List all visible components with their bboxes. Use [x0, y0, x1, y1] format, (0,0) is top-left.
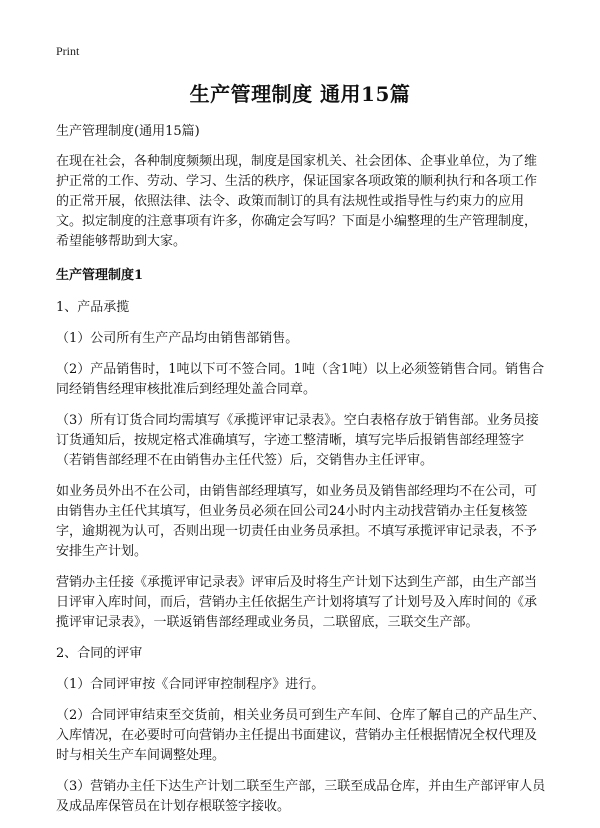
print-label[interactable]: Print — [56, 44, 80, 58]
document-subtitle: 生产管理制度(通用15篇) — [56, 124, 200, 139]
paragraph-3: （3）所有订货合同均需填写《承揽评审记录表》。空白表格存放于销售部。业务员接订货通知后，按规定格式准确填写，字迹工整清晰，填写完毕后报销售部经理签字（若销售部经理不在由销售办主任代签）后，交销售办主任评审。 — [56, 413, 539, 468]
section-heading: 生产管理制度1 — [56, 268, 144, 283]
paragraph-8: （3）营销办主任下达生产计划二联至生产部，三联至成品仓库，并由生产部评审人员及成品库保管员在计划存根联签字接收。 — [56, 779, 546, 814]
paragraph-5: 营销办主任接《承揽评审记录表》评审后及时将生产计划下达到生产部，由生产部当日评审入库时间，而后，营销办主任依据生产计划将填写了计划号及入库时间的《承揽评审记录表》，一联返销售部经理或业务员，二联留底，三联交生产部。 — [56, 575, 538, 630]
section-title-contract-review: 2、合同的评审 — [56, 646, 143, 661]
document-body — [56, 122, 548, 828]
paragraph-6: （1）合同评审按《合同评审控制程序》进行。 — [56, 677, 325, 692]
paragraph-7: （2）合同评审结束至交货前，相关业务员可到生产车间、仓库了解自己的产品生产、入库情况，在必要时可向营销办主任提出书面建议，营销办主任根据情况全权代理及时与相关生产车间调整处理。 — [56, 708, 546, 763]
section-title-product-contract: 1、产品承揽 — [56, 300, 130, 315]
page-title: 生产管理制度 通用15篇 — [189, 82, 411, 106]
paragraph-2: （2）产品销售时，1吨以下可不签合同。1吨（含1吨）以上必须签销售合同。销售合同经销售经理审核批准后到经理处盖合同章。 — [56, 362, 545, 397]
paragraph-1: （1）公司所有生产产品均由销售部销售。 — [56, 331, 299, 346]
intro-paragraph: 在现在社会，各种制度频频出现，制度是国家机关、社会团体、企事业单位，为了维护正常的工作、劳动、学习、生活的秩序，保证国家各项政策的顺利执行和各项工作的正常开展，依照法律、法令、政策而制订的具有法规性或指导性与约束力的应用文。拟定制度的注意事项有许多，你确定会写吗？下面是小编整理的生产管理制度，希望能够帮助到大家。 — [56, 154, 538, 249]
paragraph-4: 如业务员外出不在公司，由销售部经理填写，如业务员及销售部经理均不在公司，可由销售办主任代其填写，但业务员必须在回公司24小时内主动找营销办主任复核签字，逾期视为认可，否则出现一切责任由业务员承担。不填写承揽评审记录表，不予安排生产计划。 — [56, 484, 538, 559]
